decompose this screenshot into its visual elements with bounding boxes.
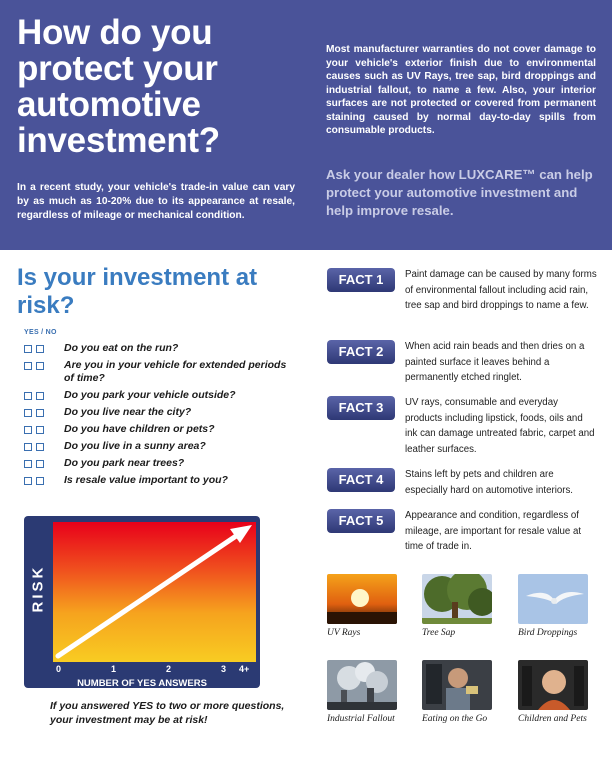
question-item [24,440,294,453]
child-photo [518,660,588,710]
x-tick: 2 [166,664,172,674]
headline: How do you protect your automotive investment? [17,13,220,160]
photo-caption: Eating on the Go [422,714,488,724]
photo-industrial-fallout [327,660,397,725]
header-band [0,0,612,250]
no-checkbox[interactable] [36,477,44,485]
question-item [24,389,294,402]
yes-checkbox[interactable] [24,362,32,370]
intro-text: In a recent study, your vehicle's trade-in value can vary by as much as 10-20% due to its appearance at resale, regardless of mileage or mechanical condition. [17,182,295,221]
risk-chart [24,516,260,688]
no-checkbox[interactable] [36,443,44,451]
photo-caption: UV Rays [327,628,361,638]
bird-photo [518,574,588,624]
no-checkbox[interactable] [36,392,44,400]
question-text: Do you have children or pets? [64,423,215,435]
quiz-conclusion: If you answered YES to two or more questions, your investment may be at risk! [50,700,285,726]
eating-photo [422,660,492,710]
photo-caption: Bird Droppings [518,628,578,638]
question-text: Do you park near trees? [64,457,185,469]
fact-text: When acid rain beads and then dries on a painted surface it leaves behind a permanently etched ringlet. [405,341,585,383]
fact-text: Paint damage can be caused by many forms of environmental fallout including acid rain, tree sap and bird droppings to name a few. [405,269,597,311]
x-tick: 0 [56,664,62,674]
yes-checkbox[interactable] [24,345,32,353]
x-tick: 1 [111,664,117,674]
yes-checkbox[interactable] [24,409,32,417]
ask-dealer-text: Ask your dealer how LUXCARE™ can help protect your automotive investment and help improve resale. [326,167,593,218]
photo-caption: Children and Pets [518,714,587,724]
yes-checkbox[interactable] [24,460,32,468]
factory-photo [327,660,397,710]
question-text: Do you park your vehicle outside? [64,389,236,401]
question-item [24,457,294,470]
sun-photo [327,574,397,624]
yes-checkbox[interactable] [24,426,32,434]
fact-badge: FACT 2 [327,340,395,364]
question-text: Do you live in a sunny area? [64,440,206,452]
question-item [24,423,294,436]
no-checkbox[interactable] [36,345,44,353]
yes-checkbox[interactable] [24,477,32,485]
fact-badge: FACT 5 [327,509,395,533]
photo-tree-sap [422,574,492,639]
question-text: Do you eat on the run? [64,342,179,354]
fact-text: Stains left by pets and children are especially hard on automotive interiors. [405,469,574,496]
question-list [24,342,294,491]
x-axis-label: NUMBER OF YES ANSWERS [77,678,207,689]
photo-caption: Industrial Fallout [327,714,395,724]
question-item [24,406,294,419]
question-text: Are you in your vehicle for extended periods of time? [64,359,287,384]
x-axis-label-wrap [24,666,260,689]
photo-bird-droppings [518,574,588,639]
fact-badge: FACT 1 [327,268,395,292]
question-text: Is resale value important to you? [64,474,228,486]
photo-children-and-pets [518,660,588,725]
fact-text: Appearance and condition, regardless of mileage, are important for resale value at time of trade in. [405,510,582,552]
fact-text: UV rays, consumable and everyday products including lipstick, foods, oils and ink can damage untreated fabric, carpet and leather surfaces. [405,397,595,455]
fact-badge: FACT 3 [327,396,395,420]
fact-badge: FACT 4 [327,468,395,492]
photo-uv-rays [327,574,397,639]
x-tick: 4+ [239,664,250,674]
tree-photo [422,574,492,624]
no-checkbox[interactable] [36,409,44,417]
yes-no-label: YES / NO [24,329,57,336]
no-checkbox[interactable] [36,460,44,468]
question-text: Do you live near the city? [64,406,192,418]
question-item [24,474,294,487]
yes-checkbox[interactable] [24,392,32,400]
warranty-text: Most manufacturer warranties do not cover damage to your vehicle's exterior finish due to environmental causes such as UV Rays, tree sap, bird droppings and industrial fallout, to name a few. Also, your interior surfaces are not protected or covered from permanent staining caused by normal day-to-day spills from consumable products. [326,44,596,136]
risk-arrow [24,516,260,688]
photo-eating-on-the-go [422,660,492,725]
quiz-title: Is your investment at risk? [17,264,258,319]
no-checkbox[interactable] [36,362,44,370]
photo-caption: Tree Sap [422,628,456,638]
no-checkbox[interactable] [36,426,44,434]
question-item [24,342,294,355]
yes-checkbox[interactable] [24,443,32,451]
risk-axis-label: RISK [29,564,47,613]
x-tick: 3 [221,664,227,674]
question-item [24,359,294,385]
